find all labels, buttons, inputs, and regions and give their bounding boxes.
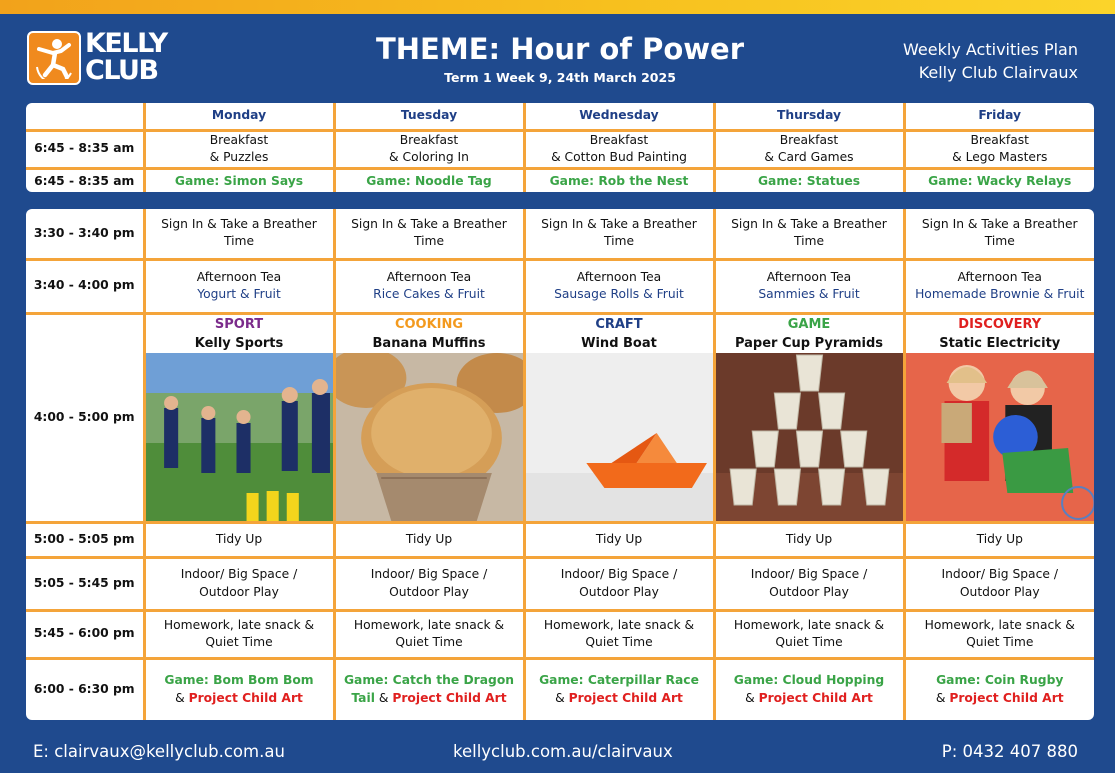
time-cell: 6:00 - 6:30 pm <box>26 658 144 720</box>
evening-cell <box>334 658 524 720</box>
play-label-2: Outdoor Play <box>579 584 659 599</box>
footer-phone: P: 0432 407 880 <box>941 742 1078 761</box>
homework-cell <box>334 610 524 658</box>
homework-row <box>26 610 1094 658</box>
activity-title: Wind Boat <box>581 335 657 351</box>
evening-cell <box>904 658 1094 720</box>
signin-cell <box>524 209 714 259</box>
tea-cell <box>524 259 714 313</box>
activity-title: Kelly Sports <box>194 335 284 351</box>
signin-cell <box>144 209 334 259</box>
evening-game: Game: Coin Rugby <box>936 673 1064 688</box>
play-label: Indoor/ Big Space / <box>560 567 678 581</box>
evening-game: Game: Caterpillar Race <box>539 673 699 688</box>
play-cell <box>144 557 334 610</box>
signin-label: Sign In & Take a Breather <box>731 216 887 231</box>
activity-cell-thursday <box>714 313 904 522</box>
logo-word-kelly: KELLY <box>85 28 167 59</box>
tidy-cell: Tidy Up <box>904 522 1094 557</box>
day-monday: Monday <box>144 103 334 130</box>
time-cell: 5:45 - 6:00 pm <box>26 610 144 658</box>
activity-cell-monday <box>144 313 334 522</box>
logo-wordmark <box>85 30 167 84</box>
homework-cell <box>714 610 904 658</box>
evening-row <box>26 658 1094 720</box>
activity-category: GAME <box>787 316 831 332</box>
tea-label: Afternoon Tea <box>957 269 1042 284</box>
play-label: Indoor/ Big Space / <box>180 567 298 581</box>
signin-cell <box>904 209 1094 259</box>
plan-location: Kelly Club Clairvaux <box>918 63 1078 82</box>
breakfast-activity: & Puzzles <box>209 150 269 164</box>
afternoon-schedule-table <box>26 209 1094 720</box>
signin-cell <box>334 209 524 259</box>
breakfast-activity: & Lego Masters <box>952 150 1048 164</box>
ampersand: & <box>935 690 946 705</box>
breakfast-cell <box>904 130 1094 168</box>
evening-cell <box>144 658 334 720</box>
footer-email: E: clairvaux@kellyclub.com.au <box>33 742 285 761</box>
logo-word-club: CLUB <box>85 55 158 86</box>
time-cell: 5:05 - 5:45 pm <box>26 557 144 610</box>
ampersand: & <box>555 690 565 705</box>
day-wednesday: Wednesday <box>524 103 714 130</box>
homework-label: Homework, late snack & <box>353 617 505 632</box>
signin-label-2: Time <box>413 234 445 249</box>
project-child-art: Project Child Art <box>758 690 873 705</box>
play-label-2: Outdoor Play <box>389 584 469 599</box>
time-cell: 5:00 - 5:05 pm <box>26 522 144 557</box>
time-cell: 4:00 - 5:00 pm <box>26 313 144 522</box>
day-header-row <box>26 103 1094 130</box>
ampersand: & <box>175 690 185 705</box>
morning-game-cell: Game: Statues <box>714 168 904 192</box>
plan-title: Weekly Activities Plan <box>903 40 1078 59</box>
tidy-row <box>26 522 1094 557</box>
signin-label-2: Time <box>984 234 1015 249</box>
evening-game-cont: Tail <box>351 690 375 705</box>
logo-figure-icon <box>27 31 81 85</box>
muffin-photo-icon <box>336 353 523 521</box>
tea-label: Afternoon Tea <box>576 269 662 284</box>
project-child-art: Project Child Art <box>188 690 303 705</box>
activity-title: Banana Muffins <box>372 335 486 351</box>
ampersand: & <box>378 690 389 705</box>
tea-menu: Sausage Rolls & Fruit <box>554 287 684 301</box>
tea-cell <box>144 259 334 313</box>
activity-title: Paper Cup Pyramids <box>734 335 884 351</box>
activity-cell-tuesday <box>334 313 524 522</box>
project-child-art: Project Child Art <box>949 690 1064 705</box>
afternoon-tea-row <box>26 259 1094 313</box>
activity-category: COOKING <box>394 316 464 332</box>
theme-title: THEME: Hour of Power <box>375 32 745 66</box>
morning-game-cell: Game: Rob the Nest <box>524 168 714 192</box>
breakfast-label: Breakfast <box>779 132 839 147</box>
ampersand: & <box>745 690 755 705</box>
signin-label-2: Time <box>603 234 635 249</box>
play-label: Indoor/ Big Space / <box>941 567 1058 581</box>
play-row <box>26 557 1094 610</box>
tea-menu: Rice Cakes & Fruit <box>373 287 485 301</box>
tidy-cell: Tidy Up <box>524 522 714 557</box>
play-label-2: Outdoor Play <box>959 584 1040 599</box>
tidy-cell: Tidy Up <box>334 522 524 557</box>
evening-game: Game: Catch the Dragon <box>343 673 515 688</box>
play-label-2: Outdoor Play <box>199 584 279 599</box>
activity-category: DISCOVERY <box>958 316 1042 332</box>
day-tuesday: Tuesday <box>334 103 524 130</box>
signin-label-2: Time <box>793 234 825 249</box>
play-cell <box>524 557 714 610</box>
kids-sports-photo-icon <box>146 353 333 521</box>
signin-row <box>26 209 1094 259</box>
morning-game-row <box>26 168 1094 192</box>
breakfast-cell <box>714 130 904 168</box>
top-accent-bar <box>0 0 1115 14</box>
homework-label-2: Quiet Time <box>395 635 463 649</box>
signin-label: Sign In & Take a Breather <box>351 216 507 231</box>
breakfast-activity: & Coloring In <box>389 150 469 164</box>
breakfast-activity: & Card Games <box>764 150 854 164</box>
homework-label-2: Quiet Time <box>775 635 843 649</box>
time-cell: 3:30 - 3:40 pm <box>33 225 135 240</box>
time-cell: 6:45 - 8:35 am <box>26 168 144 192</box>
time-cell: 6:45 - 8:35 am <box>26 130 144 168</box>
homework-cell <box>144 610 334 658</box>
homework-cell <box>904 610 1094 658</box>
signin-label: Sign In & Take a Breather <box>161 216 317 231</box>
breakfast-label: Breakfast <box>970 132 1030 147</box>
homework-cell <box>524 610 714 658</box>
tea-menu: Homemade Brownie & Fruit <box>915 287 1085 301</box>
signin-label: Sign In & Take a Breather <box>921 216 1078 231</box>
morning-game-cell: Game: Noodle Tag <box>334 168 524 192</box>
static-electricity-photo-icon <box>906 353 1095 521</box>
activity-cell-wednesday <box>524 313 714 522</box>
breakfast-label: Breakfast <box>209 132 269 147</box>
tea-label: Afternoon Tea <box>196 269 282 284</box>
activity-title: Static Electricity <box>939 335 1061 351</box>
tea-menu: Sammies & Fruit <box>758 287 860 301</box>
footer-website: kellyclub.com.au/clairvaux <box>453 742 673 761</box>
play-cell <box>714 557 904 610</box>
breakfast-cell <box>144 130 334 168</box>
project-child-art: Project Child Art <box>392 690 507 705</box>
evening-cell <box>524 658 714 720</box>
plan-heading <box>903 38 1078 84</box>
activity-row <box>26 313 1094 522</box>
tea-cell <box>904 259 1094 313</box>
day-friday: Friday <box>904 103 1094 130</box>
play-label-2: Outdoor Play <box>769 584 849 599</box>
signin-cell <box>714 209 904 259</box>
breakfast-cell <box>524 130 714 168</box>
evening-game: Game: Bom Bom Bom <box>164 673 314 688</box>
breakfast-label: Breakfast <box>399 132 459 147</box>
signin-label-2: Time <box>223 234 255 249</box>
project-child-art: Project Child Art <box>568 690 683 705</box>
kelly-club-logo <box>27 30 177 88</box>
time-cell: 3:40 - 4:00 pm <box>26 259 144 313</box>
theme-subtitle: Term 1 Week 9, 24th March 2025 <box>444 70 676 85</box>
homework-label: Homework, late snack & <box>543 617 695 632</box>
tea-cell <box>714 259 904 313</box>
activity-category: CRAFT <box>595 316 643 332</box>
tea-label: Afternoon Tea <box>766 269 852 284</box>
homework-label-2: Quiet Time <box>585 635 653 649</box>
tea-menu: Yogurt & Fruit <box>197 287 281 301</box>
play-cell <box>904 557 1094 610</box>
signin-label: Sign In & Take a Breather <box>541 216 697 231</box>
tea-label: Afternoon Tea <box>386 269 472 284</box>
evening-cell <box>714 658 904 720</box>
play-label: Indoor/ Big Space / <box>750 567 868 581</box>
tea-cell <box>334 259 524 313</box>
corner-cell <box>26 103 144 130</box>
paper-boat-photo-icon <box>526 353 713 521</box>
homework-label: Homework, late snack & <box>733 617 885 632</box>
tidy-cell: Tidy Up <box>144 522 334 557</box>
homework-label-2: Quiet Time <box>966 635 1034 649</box>
homework-label: Homework, late snack & <box>163 617 315 632</box>
cup-pyramid-photo-icon <box>716 353 903 521</box>
breakfast-activity: & Cotton Bud Painting <box>551 150 687 164</box>
morning-game-cell: Game: Wacky Relays <box>904 168 1094 192</box>
morning-game-cell: Game: Simon Says <box>144 168 334 192</box>
homework-label-2: Quiet Time <box>205 635 273 649</box>
breakfast-cell <box>334 130 524 168</box>
play-cell <box>334 557 524 610</box>
breakfast-label: Breakfast <box>589 132 649 147</box>
activity-cell-friday <box>904 313 1094 522</box>
tidy-cell: Tidy Up <box>714 522 904 557</box>
morning-schedule-table <box>26 103 1094 192</box>
homework-label: Homework, late snack & <box>924 617 1075 632</box>
evening-game: Game: Cloud Hopping <box>733 673 885 688</box>
breakfast-row <box>26 130 1094 168</box>
play-label: Indoor/ Big Space / <box>370 567 488 581</box>
day-thursday: Thursday <box>714 103 904 130</box>
activity-category: SPORT <box>214 316 264 332</box>
